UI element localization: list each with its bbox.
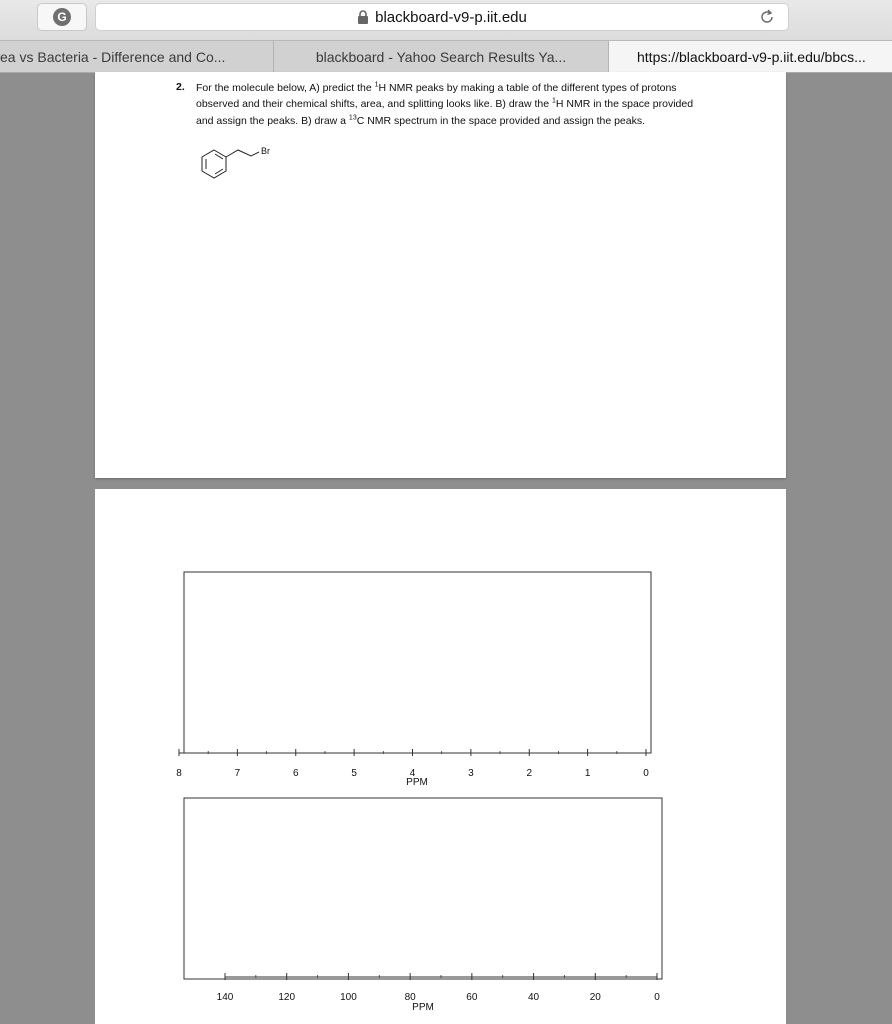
tab-archaea-bacteria[interactable] <box>0 41 274 72</box>
h-nmr-tick-label: 3 <box>468 768 474 779</box>
c-nmr-tick-label: 80 <box>404 992 416 1003</box>
reload-icon[interactable] <box>758 8 776 26</box>
document-page-2 <box>95 489 786 1024</box>
h-nmr-xlabel: PPM <box>406 777 428 788</box>
h-nmr-tick-label: 2 <box>526 768 533 779</box>
tab-yahoo-search[interactable] <box>274 41 609 72</box>
h-nmr-tick-label: 7 <box>234 768 241 779</box>
h-nmr-tick-label: 8 <box>176 768 182 779</box>
document-page-1 <box>95 72 786 478</box>
c-nmr-spectrum-area <box>179 795 666 1020</box>
h-nmr-tick-label: 4 <box>409 768 416 779</box>
c-nmr-xlabel: PPM <box>412 1002 434 1013</box>
c-nmr-tick-label: 140 <box>216 992 234 1003</box>
h-nmr-tick-label: 0 <box>643 768 649 779</box>
h-nmr-tick-label: 1 <box>584 768 591 779</box>
c-nmr-frame <box>184 798 662 979</box>
tab-blackboard-active[interactable] <box>609 41 892 72</box>
c-nmr-tick-label: 20 <box>589 992 601 1003</box>
h-nmr-tick-label: 5 <box>351 768 357 779</box>
h-nmr-frame <box>184 572 651 753</box>
c-nmr-tick-label: 40 <box>528 992 540 1003</box>
question-text: For the molecule below, A) predict the $^1$H NMR peaks by making a table of the different types of protons observed and their chemical shifts, area, and splitting looks like. B) draw the $^1$H NMR in the space provided and assign the peaks. B) draw a $^{13}$C NMR spectrum in the space provided and assign the peaks. <box>196 81 694 127</box>
tab-bar <box>0 40 892 73</box>
bromine-label: Br <box>261 146 270 156</box>
tab-label: ea vs Bacteria - Difference and Co... <box>0 48 226 65</box>
h-nmr-spectrum-area <box>176 571 654 796</box>
c-nmr-tick-label: 120 <box>278 992 296 1003</box>
c-nmr-tick-label: 0 <box>654 992 660 1003</box>
tab-label: blackboard - Yahoo Search Results Ya... <box>315 48 567 65</box>
lock-icon <box>357 10 369 24</box>
extension-button[interactable] <box>37 3 87 31</box>
h-nmr-tick-label: 6 <box>292 768 299 779</box>
browser-toolbar <box>0 0 892 40</box>
question-number: 2. <box>176 81 185 93</box>
url-text: blackboard-v9-p.iit.edu <box>375 8 527 26</box>
phenethyl-bromide-structure <box>197 144 287 186</box>
grammarly-icon: G <box>53 8 71 26</box>
address-bar[interactable] <box>95 3 789 31</box>
c-nmr-tick-label: 60 <box>466 992 478 1003</box>
c-nmr-tick-label: 100 <box>340 992 357 1003</box>
tab-label: https://blackboard-v9-p.iit.edu/bbcs... <box>637 48 866 65</box>
